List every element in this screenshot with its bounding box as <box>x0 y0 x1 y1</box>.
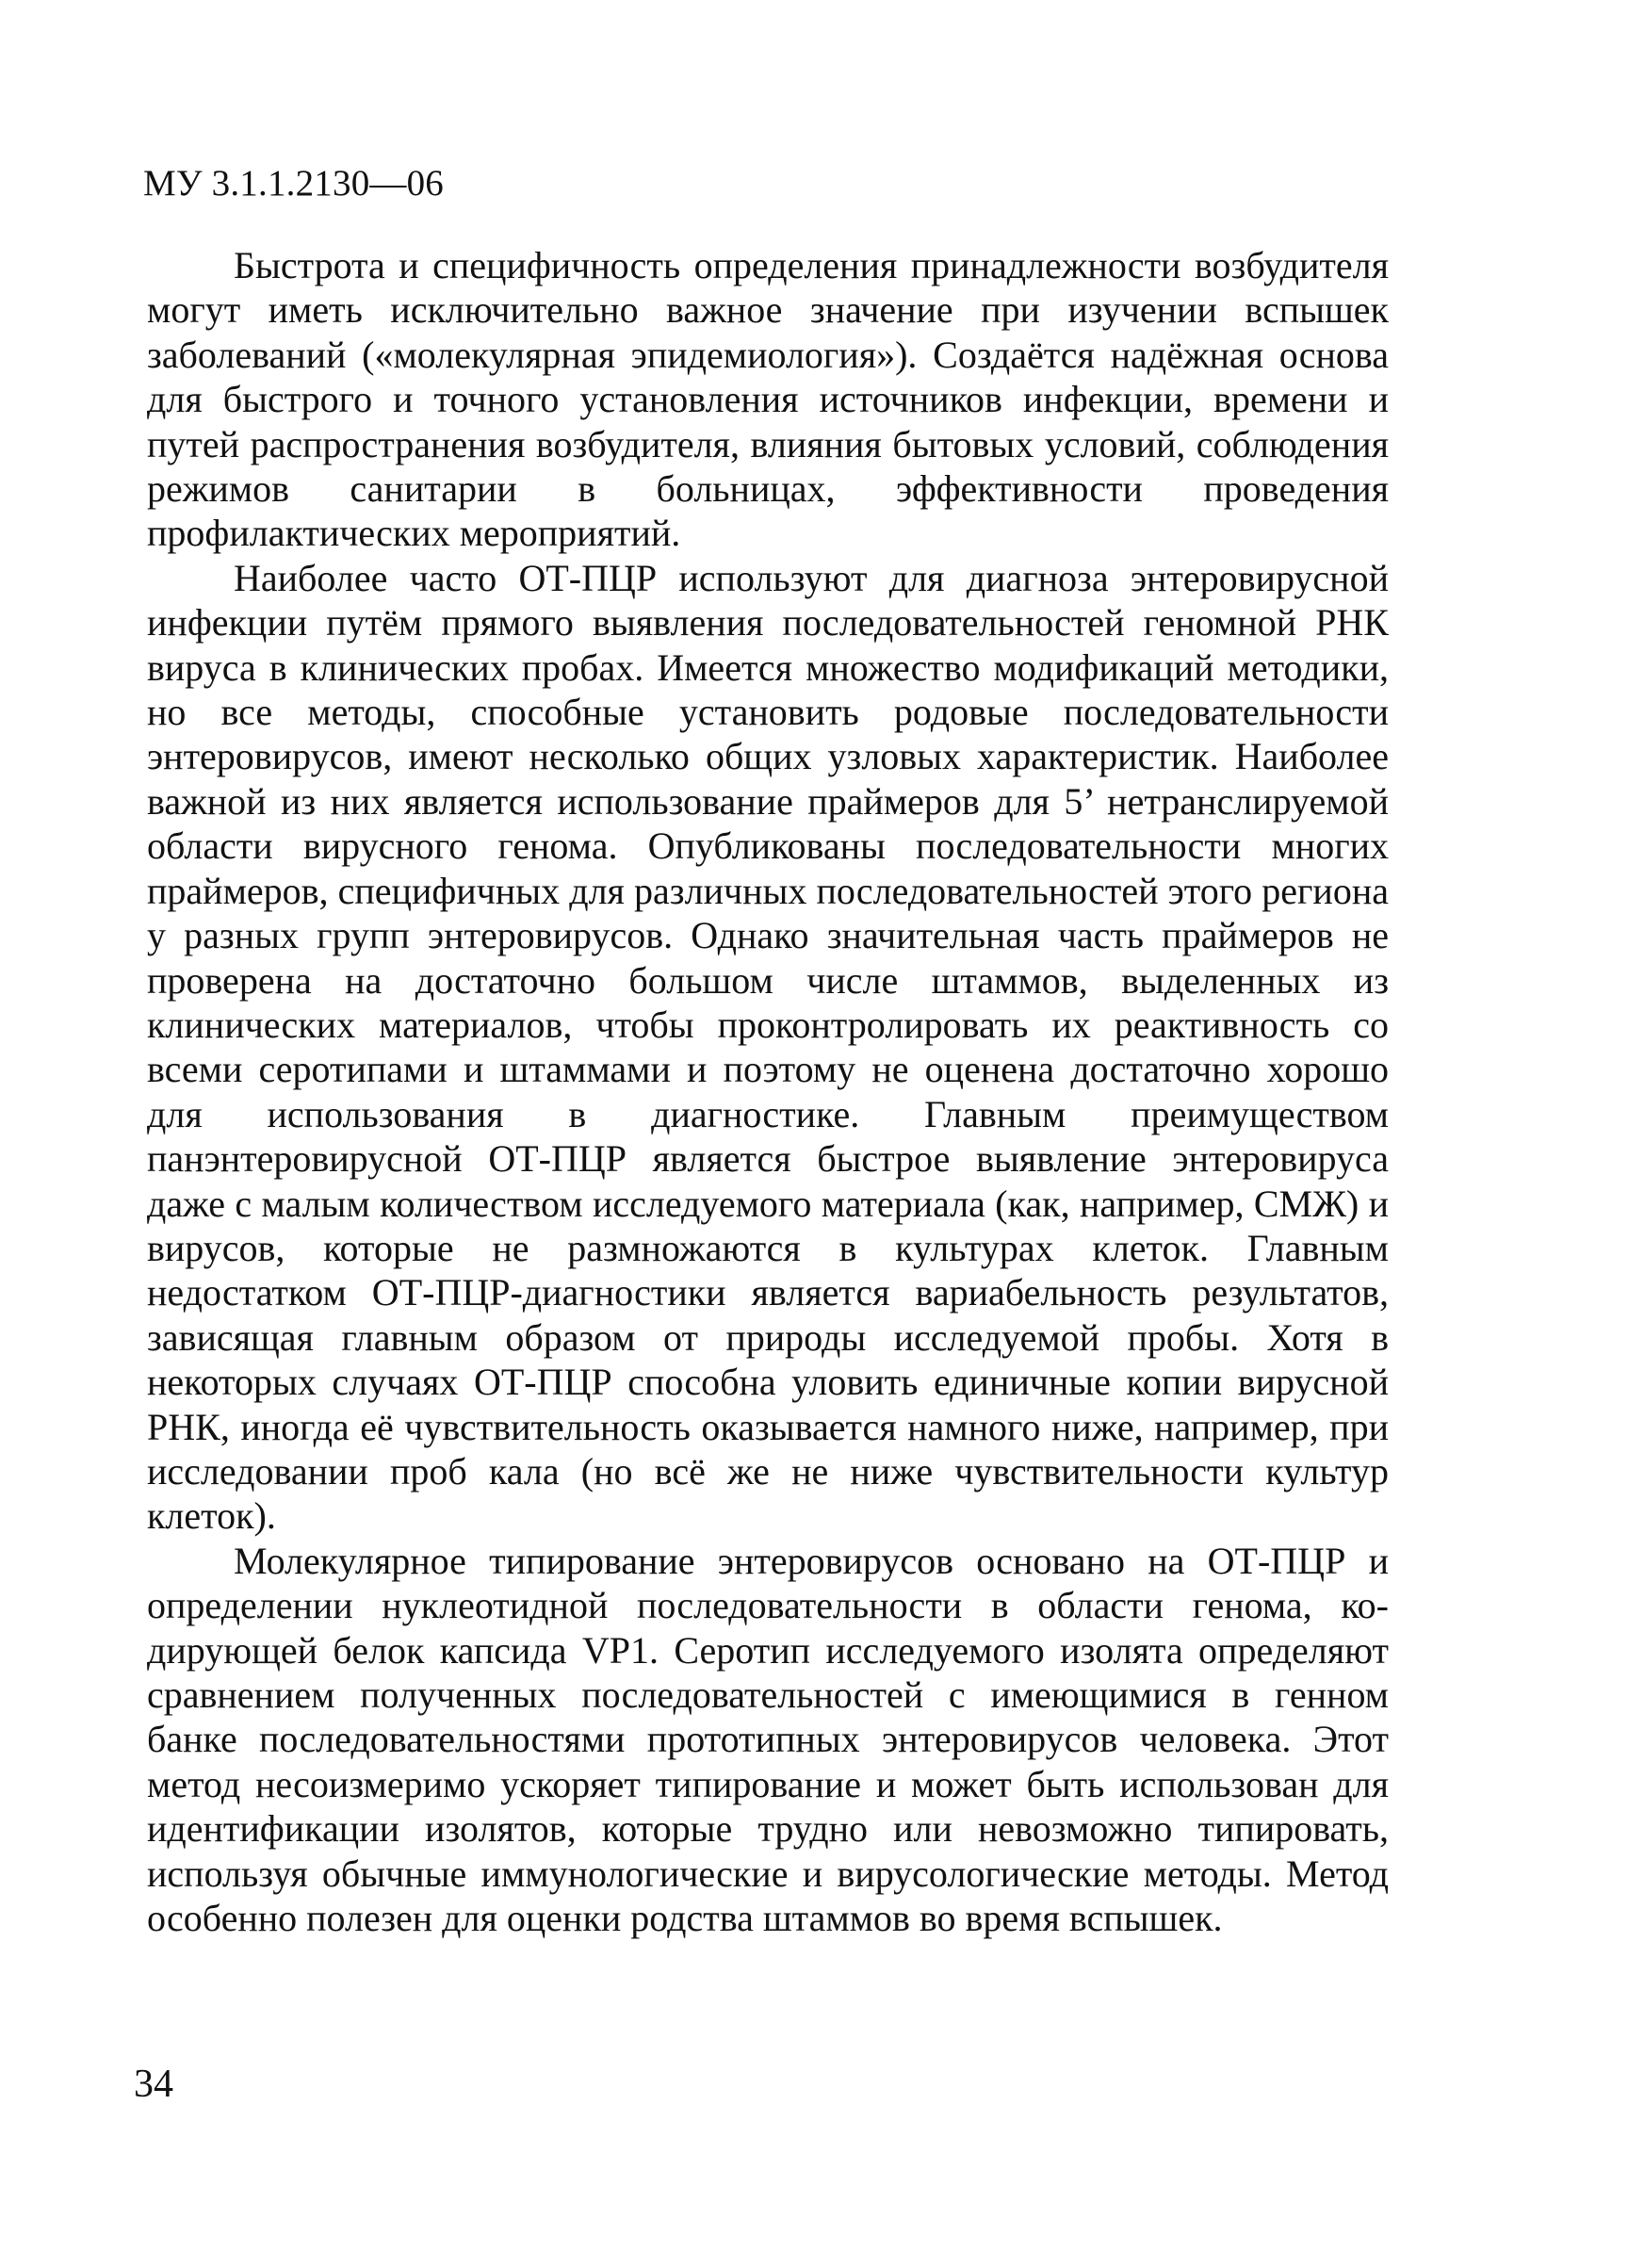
paragraph-pathogen-identification: Быстрота и специфичность определения принадлежности возбудителя могут иметь исключительно важное значение при изучении вспышек заболеваний («молекулярная эпидемиология»). Создаётся надёжная основа для быстрого и точного установления источников инфекции, времени и путей распространения возбудителя, влияния бытовых условий, соблюдения режимов санитарии в больницах, эффективности проведения профилактических мероприятий. <box>147 244 1389 555</box>
document-body <box>147 243 1389 1940</box>
page-number: 34 <box>134 2063 173 2106</box>
document-code-header: МУ 3.1.1.2130—06 <box>143 163 444 204</box>
paragraph-rt-pcr-diagnosis: Наиболее часто ОТ-ПЦР используют для диагноза энтеровирусной инфекции путём прямого выявления последовательностей геномной РНК вируса в клинических пробах. Имеется множество модификаций методики, но все методы, способные установить родовые последовательности энтеровирусов, имеют несколько общих узловых характеристик. Наиболее важной из них является использование праймеров для 5’ нетранслируемой области вирусного генома. Опубликованы последовательности многих праймеров, специфичных для различных последовательностей этого региона у разных групп энтеровирусов. Однако значительная часть праймеров не проверена на достаточно большом числе штаммов, выделенных из клинических материалов, чтобы проконтролировать их реактивность со всеми серотипами и штаммами и поэтому не оценена достаточно хорошо для использования в диагностике. Главным преимуществом панэнтеровирусной ОТ-ПЦР является быстрое выявление энтеровируса даже с малым количеством исследуемого материала (как, например, СМЖ) и вирусов, которые не размножаются в культурах клеток. Главным недостатком ОТ-ПЦР-диагностики является вариабельность результатов, зависящая главным образом от природы исследуемой пробы. Хотя в некоторых случаях ОТ-ПЦР способна уловить единичные копии вирусной РНК, иногда её чувствительность оказывается намного ниже, например, при исследовании проб кала (но всё же не ниже чувствительности культур клеток). <box>147 556 1389 1538</box>
paragraph-molecular-typing: Молекулярное типирование энтеровирусов основано на ОТ-ПЦР и определении нуклеотидной последовательности в области генома, кодирующей белок капсида VP1. Серотип исследуемого изолята определяют сравнением полученных последовательностей с имеющимися в генном банке последовательностями прототипных энтеровирусов человека. Этот метод несоизмеримо ускоряет типирование и может быть использован для идентификации изолятов, которые трудно или невозможно типировать, используя обычные иммунологические и вирусологические методы. Метод особенно полезен для оценки родства штаммов во время вспышек. <box>147 1539 1389 1940</box>
